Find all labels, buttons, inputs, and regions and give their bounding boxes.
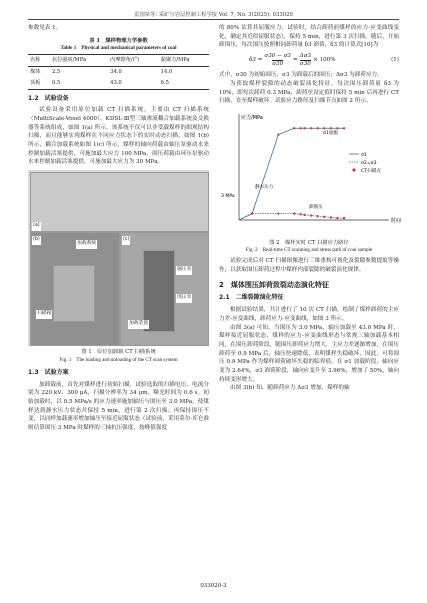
table-header: 黏聚力/MPa <box>159 55 209 67</box>
ct-scan-point <box>317 215 319 217</box>
panel-label-c: (c) <box>122 236 130 245</box>
label-confining-pump: 围压泵 <box>176 294 192 303</box>
ct-scan-point <box>293 212 295 214</box>
section-2-1-text-2: 由图 3(a) 可知，当围压为 3.0 MPa，轴压加载至 43.0 MPa 时，煤样接近屈服状态，煤样的应力-应变曲线形态与常规三轴加载基本相同，在围压卸荷阶段，随围压卸荷应力增大，主应力差逐渐增加，在围压卸荷至 0.9 MPa 后，轴压快速降低，表明煤样失稳破坏，因此，可将围压 0.9 MPa 作为煤样卸荷破坏失稳的临界值。在 σ1 加载阶段，轴向应变为 2.64%，σ3 卸荷阶段，轴向应变升至 3.96%，增加了 50%，轴向持续变形增大。 <box>219 324 399 383</box>
eq-fraction-1 <box>264 53 291 68</box>
equation-note: 式中，σ30 为初始围压；σ3 为卸载后的围压；Δσ3 为卸荷应力。 <box>219 72 383 79</box>
paragraph-3: 试验完成后对 CT 扫描图像进行三维重构可视化及裂隙参数提取等操作，以获取围压卸荷过程中煤样内部裂隙的破裂演化规律。 <box>219 258 399 274</box>
series-line-sigma1 <box>239 128 344 220</box>
legend-swatch-ct <box>352 168 355 171</box>
ct-scan-point <box>330 127 332 129</box>
eq-tail: × 100% <box>313 57 336 64</box>
ct-scan-point <box>299 127 301 129</box>
annotation-yield: σ1屈服 <box>323 130 339 136</box>
ct-scan-point <box>299 213 301 215</box>
table-row <box>28 78 209 89</box>
equation-body <box>249 53 336 68</box>
figure-1-photo <box>28 170 209 346</box>
continued-text: 的 80% 估算其屈服应力；试验时，结合卸荷前煤样的应力-应变曲线变化，确定其近似屈服状态），保持 5 min，进行第 3 次扫描。随后，开始卸围压，每次围压按照相同卸荷量 δ3 卸荷，δ3 的计算式[10]为 <box>219 25 399 49</box>
table-cell: 煤体 <box>30 69 41 76</box>
table-cell: 14.0 <box>160 69 173 76</box>
ct-scan-point <box>336 127 338 129</box>
table-header: 名称 <box>28 55 50 67</box>
label-axial-pump: 轴压泵 <box>176 266 192 275</box>
ct-scan-point <box>303 127 305 129</box>
table-cell: 0.5 <box>50 78 108 89</box>
table-header-row <box>28 55 209 67</box>
ct-scan-point <box>343 127 345 129</box>
ct-scan-point <box>293 127 295 129</box>
panel-label-a: (a) <box>32 222 41 231</box>
ct-scan-point <box>277 212 279 214</box>
label-loading-device: 加载装置 <box>128 320 149 329</box>
table-header: 内摩擦角/(°) <box>108 55 159 67</box>
ct-scan-point <box>310 127 312 129</box>
y-axis-label: 应力/MPa <box>241 114 263 121</box>
page-number: 033020-3 <box>200 583 227 589</box>
table1 <box>28 54 209 89</box>
table1-title-en: Table 1 Physical and mechanical parameters of coal <box>60 45 177 52</box>
ct-scan-point <box>336 217 338 219</box>
eq-numerator: σ30 − σ3 <box>264 53 291 60</box>
annotation-unload: 卸围压 <box>309 204 323 210</box>
ct-scan-point <box>323 216 325 218</box>
label-loading-system: 加载系统 <box>76 240 97 249</box>
section-2-1-text-3: 由图 3(b) 知，随卸荷应力 Δσ3 增加，煤样的轴 <box>230 385 350 392</box>
ct-scan-point <box>330 216 332 218</box>
stress-path-chart <box>219 108 402 234</box>
section-1-3-text: 加卸载前，首先对煤样进行初始扫描，试验选取的扫描电压、电流分别为 220 kV、300 μA，扫描分辨率为 34 μm，曝光时间为 0.6 s。初始加载时，以 0.5 MPa/s 的应力速率施加轴压与围压至 3.0 MPa，使煤样达到静水压力状态并保持 5 min，进行第 2 次扫描；再保持围压不变，以同样加载速率增加轴压至接近屈服状态（试验前，采用莫尔-库仑准则估算围压 3 MPa 时煤样的三轴抗压强度，按峰值强度 <box>28 381 209 432</box>
eq-numerator: Δσ3 <box>299 53 312 60</box>
ct-scan-point <box>323 127 325 129</box>
section-2-1-text: 根据试验结果，共计进行了 10 次 CT 扫描，绘制了煤样卸荷的主应力差-应变曲线，卸荷应力-应变曲线，如图 3 所示。 <box>219 307 399 322</box>
figure-2-caption-en: Fig. 2 Real-time CT scanning and stress path of coal sample <box>245 247 373 254</box>
legend-label: σ1 <box>361 152 367 158</box>
eq-denominator: σ30 <box>299 61 311 68</box>
intro-text: 参数见表 1。 <box>28 25 62 31</box>
x-axis-label: 时间 <box>391 217 402 224</box>
table-cell: 顶板 <box>28 78 50 89</box>
table-row <box>28 67 209 78</box>
paragraph-2: 为获取煤样裂隙的动态破裂演化特征，每次围压卸荷量 δ3 为 10%，即每次卸荷 0.3 MPa，卸荷至设定值时保持 5 min 后再进行 CT 扫描，直至煤样破坏。试验应力路径及扫描节点如图 2 所示。 <box>219 80 399 105</box>
section-1-3-title: 1.3 试验方案 <box>28 368 69 376</box>
figure-2-caption-cn: 图 2 煤样实时 CT 扫描应力路径 <box>269 239 349 246</box>
y-tick-label: 3 MPa <box>221 193 235 199</box>
section-2-title: 2 煤体围压卸荷致裂动态演化特征 <box>219 280 329 289</box>
table-cell: 2.5 <box>51 69 61 76</box>
legend-label: σ2=σ3 <box>361 160 377 166</box>
eq-denominator: σ30 <box>272 61 284 68</box>
table-header: 抗拉强度/MPa <box>50 55 108 67</box>
eq-fraction-2 <box>300 53 311 68</box>
ct-scan-point <box>277 133 279 135</box>
label-ct-scan: 扫描箱 <box>36 310 52 319</box>
ct-scan-point <box>317 127 319 129</box>
table-cell: 6.5 <box>159 78 209 89</box>
ct-scan-point <box>303 214 305 216</box>
table-cell: 43.0 <box>108 78 159 89</box>
ct-scan-point <box>343 217 345 219</box>
legend-label: CT扫描点 <box>361 168 381 174</box>
photo-panel-a <box>30 172 209 232</box>
figure-1-caption-en: Fig. 1 The loading and unloading of the CT scan system <box>59 356 178 363</box>
panel-label-b: (b) <box>32 236 41 245</box>
header-rule <box>28 19 399 20</box>
equation-1 <box>219 53 399 68</box>
equation-number: (1) <box>391 57 399 64</box>
eq-lhs: δ3 = <box>249 57 263 64</box>
section-2-1-title: 2.1 二维裂隙演化特征 <box>219 294 284 302</box>
legend <box>349 152 381 174</box>
ct-scan-point <box>310 214 312 216</box>
right-column <box>219 24 402 393</box>
section-1-2-title: 1.2 试验设备 <box>28 94 69 102</box>
eq-equals: = <box>292 57 298 64</box>
annotation-hydrostatic: 静水压力 <box>255 184 274 190</box>
left-column <box>28 24 209 433</box>
table1-title-cn: 表 1 煤样物理力学参数 <box>89 37 148 44</box>
series-line-sigma3 <box>239 214 344 220</box>
running-header: 雷国荣等: 采矿与岩层控制工程学报 Vol. 7, No. 3(2025): 033020 <box>134 12 293 18</box>
series-layer <box>239 127 345 220</box>
table-cell: 34.0 <box>110 69 122 76</box>
figure-1-caption-cn: 图 1 原位加卸载 CT 扫描系统 <box>81 349 156 356</box>
ct-scan-point <box>251 212 253 214</box>
ct-box-shape <box>53 265 95 322</box>
section-1-2-text: 试验设备采用原位加载 CT 扫描系统，主要由 CT 扫描系统（MultiScale-Voxel 4000）、KDSL-Ⅲ型三轴渗流耦合加载系统及交换器等系统组成，如图 1(a) 所示。该系统不仅可以非受载煤样的细观结构扫描，而且能够实现煤样在不同应力状态下的实时动态扫描，如图 1(b) 所示，耦合加载系统如图 1(c) 所示，煤样的轴向荷载由轴压泵驱动水来控制加载活塞提供，可施加最大应力 100 MPa，围压荷载由环压泵驱动水来控制加载活塞提供，可施加最大应力为 30 MPa。 <box>28 107 209 166</box>
